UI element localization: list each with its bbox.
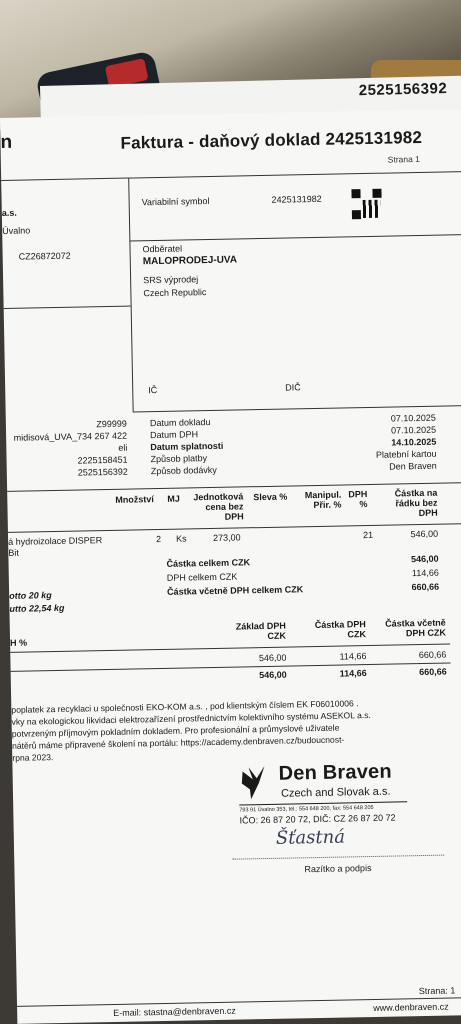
customer-ic-label: IČ — [148, 385, 158, 396]
total-net-label: Částka celkem CZK — [166, 557, 251, 569]
date-due-label: Datum splatnosti — [150, 440, 224, 453]
note-line-5: rpna 2023. — [12, 752, 54, 763]
item-total: 546,00 — [410, 528, 439, 540]
item-qty: 2 — [156, 533, 162, 545]
col-discount: Sleva % — [253, 491, 288, 503]
date-issue-value: 07.10.2025 — [390, 412, 436, 424]
den-braven-logo-icon — [238, 763, 269, 802]
payment-method-value: Platební kartou — [375, 448, 437, 460]
customer-dic-label: DIČ — [285, 382, 301, 393]
col-vat: DPH % — [348, 489, 368, 510]
note-line-3: potvrzeným příjmovým pokladním dokladem. Pro profesionální a průmyslové uživatele — [11, 722, 340, 739]
supplier-vat-id: CZ26872072 — [18, 250, 71, 262]
supplier-name-fragment: n — [0, 131, 13, 153]
supplier-name: a.s. — [1, 207, 17, 218]
back-invoice-number: 2525156392 — [358, 80, 448, 100]
supplier-rule — [4, 306, 131, 309]
total-net-value: 546,00 — [410, 553, 439, 565]
signature-line — [232, 855, 444, 860]
invoice-sheet — [0, 109, 461, 1024]
customer-line1: SRS výprodej — [143, 274, 199, 286]
signature: Šťastná — [275, 826, 346, 849]
ref-eli: eli — [118, 442, 128, 453]
vat-row-vat: 114,66 — [339, 651, 367, 662]
item-unit-price: 273,00 — [213, 532, 241, 543]
customer-label: Odběratel — [142, 243, 183, 255]
payment-method-label: Způsob platby — [150, 453, 208, 465]
note-line-4: nátěrů máme připravené školení na portálu: https://academy.denbraven.cz/budoucnost- — [11, 734, 345, 751]
item-desc-line1: á hydroizolace DISPER — [8, 535, 103, 547]
ref-client: Z99999 — [96, 418, 127, 430]
brand-rule — [239, 801, 407, 805]
footer-page: Strana: 1 — [418, 985, 456, 997]
brand-address: 793 91 Úvalno 353, tel.: 554 648 200, fax: 554 648 205 — [239, 804, 374, 814]
vat-gross-col: Částka včetně DPH CZK — [385, 617, 447, 639]
column-divider — [128, 178, 133, 412]
footer-email: E-mail: stastna@denbraven.cz — [113, 1005, 236, 1018]
date-vat-label: Datum DPH — [150, 429, 199, 441]
customer-rule — [129, 234, 461, 241]
delivery-method-label: Způsob dodávky — [150, 464, 217, 477]
date-issue-label: Datum dokladu — [149, 417, 211, 429]
date-due-value: 14.10.2025 — [391, 436, 437, 448]
variable-symbol-label: Variabilní symbol — [141, 195, 210, 208]
header-rule — [1, 171, 461, 181]
vat-base-col: Základ DPH CZK — [235, 620, 287, 642]
note-line-2: vky na ekologickou likvidaci elektrozařízení prostřednictvím kolektivního systému ASEKOL a.s. — [11, 709, 371, 727]
vat-total-vat: 114,66 — [339, 668, 367, 679]
delivery-method-value: Den Braven — [389, 460, 437, 472]
col-unit-price: Jednotková cena bez DPH — [193, 491, 244, 522]
total-gross-label: Částka včetně DPH celkem CZK — [167, 584, 304, 597]
dates-rule — [133, 405, 461, 412]
note-line-1: poplatek za recyklaci u společnosti EKO-KOM a.s. , pod klientským číslem EK F06010006 . — [11, 698, 359, 715]
col-unit: MJ — [167, 493, 180, 504]
ref-delivery: 2525156392 — [77, 466, 128, 478]
vat-row-gross: 660,66 — [418, 649, 447, 661]
col-qty: Množství — [115, 494, 154, 505]
item-desc-line2: Bit — [8, 547, 19, 558]
vat-total-gross: 660,66 — [419, 666, 447, 678]
date-vat-value: 07.10.2025 — [390, 424, 437, 436]
page-number-top: Strana 1 — [387, 153, 420, 165]
item-vat: 21 — [362, 529, 374, 541]
netto-weight: otto 20 kg — [9, 590, 52, 601]
brand-subtitle: Czech and Slovak a.s. — [280, 785, 391, 800]
item-unit: Ks — [176, 533, 187, 544]
stamp-label: Razítko a podpis — [304, 863, 372, 875]
ref-contact: midisová_UVA_734 267 422 — [13, 430, 128, 443]
footer-web: www.denbraven.cz — [373, 1001, 449, 1013]
brutto-weight: utto 22,54 kg — [9, 602, 65, 614]
ref-order: 2225158451 — [77, 454, 128, 466]
brand-ids: IČO: 26 87 20 72, DIČ: CZ 26 87 20 72 — [239, 812, 396, 826]
vat-total-base: 546,00 — [259, 669, 287, 681]
variable-symbol-value: 2425131982 — [271, 193, 322, 205]
qr-code-icon — [351, 189, 382, 220]
total-gross-value: 660,66 — [411, 581, 440, 593]
total-vat-label: DPH celkem CZK — [166, 571, 238, 583]
brand-name: Den Braven — [278, 760, 392, 785]
col-line-total: Částka na řádku bez DPH — [394, 487, 438, 518]
supplier-city: Úvalno — [2, 225, 31, 236]
total-vat-value: 114,66 — [411, 567, 439, 579]
invoice-title: Faktura - daňový doklad 2425131982 — [120, 127, 423, 153]
vat-rate-col: H % — [9, 637, 28, 648]
vat-amount-col: Částka DPH CZK — [314, 619, 367, 640]
customer-line2: Czech Republic — [143, 287, 207, 299]
col-manip: Manipul. Přir. % — [304, 489, 342, 510]
vat-row-base: 546,00 — [258, 652, 287, 664]
customer-name: MALOPRODEJ-UVA — [142, 254, 238, 268]
